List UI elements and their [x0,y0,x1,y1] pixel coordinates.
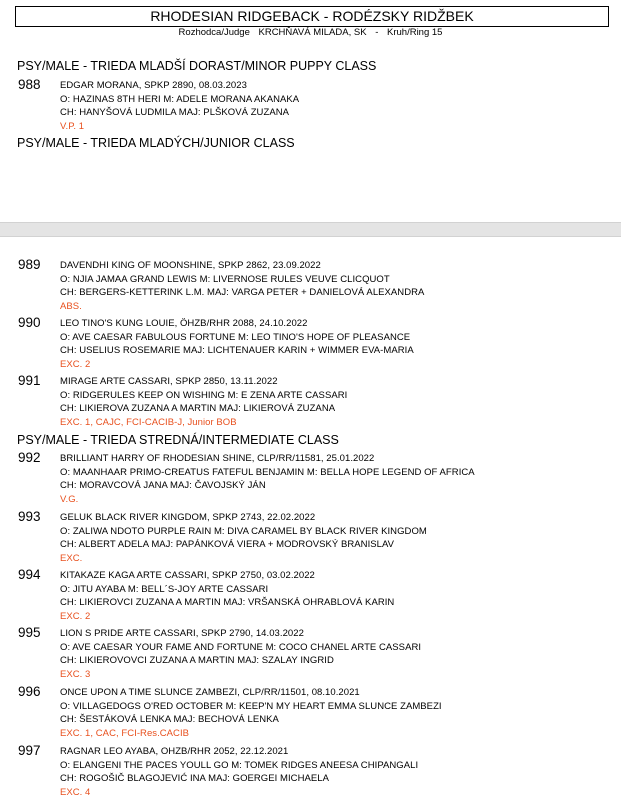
page-break [0,222,621,237]
dog-parents: O: HAZINAS 8TH HERI M: ADELE MORANA AKANAKA [60,93,300,105]
entry-number: 997 [18,743,41,758]
dog-result: V.G. [60,493,79,505]
entry-number: 990 [18,315,41,330]
separator: - [375,27,379,38]
dog-parents: O: RIDGERULES KEEP ON WISHING M: E ZENA ARTE CASSARI [60,389,348,401]
dog-result: EXC. [60,552,83,564]
entry-number: 996 [18,684,41,699]
dog-owners: CH: ALBERT ADELA MAJ: PAPÁNKOVÁ VIERA + MODROVSKÝ BRANISLAV [60,539,395,551]
dog-name: BRILLIANT HARRY OF RHODESIAN SHINE, CLP/RR/11581, 25.01.2022 [60,453,375,464]
dog-result: EXC. 1, CAJC, FCI-CACIB-J, Junior BOB [60,416,237,428]
dog-result: V.P. 1 [60,120,85,132]
dog-result: EXC. 2 [60,358,91,370]
judge-label: Rozhodca/Judge [178,27,250,38]
dog-parents: O: AVE CAESAR FABULOUS FORTUNE M: LEO TINO'S HOPE OF PLEASANCE [60,331,411,343]
judge-ring-line [0,27,621,39]
dog-owners: CH: USELIUS ROSEMARIE MAJ: LICHTENAUER KARIN + WIMMER EVA-MARIA [60,345,414,357]
entry-number: 992 [18,450,41,465]
class-heading-intermediate: PSY/MALE - TRIEDA STREDNÁ/INTERMEDIATE CLASS [17,433,339,447]
entry-number: 994 [18,567,41,582]
dog-owners: CH: HANYŠOVÁ LUDMILA MAJ: PLŠKOVÁ ZUZANA [60,107,289,119]
dog-name: ONCE UPON A TIME SLUNCE ZAMBEZI, CLP/RR/11501, 08.10.2021 [60,687,360,698]
dog-parents: O: AVE CAESAR YOUR FAME AND FORTUNE M: COCO CHANEL ARTE CASSARI [60,641,422,653]
dog-name: DAVENDHI KING OF MOONSHINE, SPKP 2862, 23.09.2022 [60,260,321,271]
breed-title: RHODESIAN RIDGEBACK - RODÉZSKY RIDŽBEK [15,6,609,27]
dog-name: RAGNAR LEO AYABA, OHZB/RHR 2052, 22.12.2021 [60,746,289,757]
entry-number: 989 [18,257,41,272]
dog-name: GELUK BLACK RIVER KINGDOM, SPKP 2743, 22.02.2022 [60,512,316,523]
dog-result: EXC. 1, CAC, FCI-Res.CACIB [60,727,190,739]
entry-number: 991 [18,373,41,388]
dog-owners: CH: BERGERS-KETTERINK L.M. MAJ: VARGA PETER + DANIELOVÁ ALEXANDRA [60,287,425,299]
dog-name: EDGAR MORANA, SPKP 2890, 08.03.2023 [60,80,247,91]
dog-owners: CH: LIKIEROVA ZUZANA A MARTIN MAJ: LIKIEROVÁ ZUZANA [60,403,336,415]
dog-name: KITAKAZE KAGA ARTE CASSARI, SPKP 2750, 03.02.2022 [60,570,315,581]
class-heading-minor-puppy: PSY/MALE - TRIEDA MLADŠÍ DORAST/MINOR PUPPY CLASS [17,59,377,73]
dog-parents: O: VILLAGEDOGS O'RED OCTOBER M: KEEP'N MY HEART EMMA SLUNCE ZAMBEZI [60,700,442,712]
class-heading-junior: PSY/MALE - TRIEDA MLADÝCH/JUNIOR CLASS [17,136,295,150]
entry-number: 993 [18,509,41,524]
dog-result: EXC. 3 [60,668,91,680]
dog-parents: O: ELANGENI THE PACES YOULL GO M: TOMEK RIDGES ANEESA CHIPANGALI [60,759,419,771]
dog-owners: CH: LIKIEROVOVCI ZUZANA A MARTIN MAJ: SZALAY INGRID [60,655,334,667]
dog-result: ABS. [60,300,82,312]
dog-parents: O: MAANHAAR PRIMO-CREATUS FATEFUL BENJAMIN M: BELLA HOPE LEGEND OF AFRICA [60,466,475,478]
dog-parents: O: JITU AYABA M: BELL´S-JOY ARTE CASSARI [60,583,269,595]
judge-name: KRCHŇAVÁ MILADA, SK [258,27,367,38]
dog-name: LION S PRIDE ARTE CASSARI, SPKP 2790, 14.03.2022 [60,628,304,639]
dog-name: LEO TINO'S KUNG LOUIE, ÖHZB/RHR 2088, 24.10.2022 [60,318,308,329]
entry-number: 988 [18,77,41,92]
entry-number: 995 [18,625,41,640]
dog-owners: CH: LIKIEROVCI ZUZANA A MARTIN MAJ: VRŠANSKÁ OHRABLOVÁ KARIN [60,597,395,609]
dog-owners: CH: ŠESTÁKOVÁ LENKA MAJ: BECHOVÁ LENKA [60,714,279,726]
dog-parents: O: ZALIWA NDOTO PURPLE RAIN M: DIVA CARAMEL BY BLACK RIVER KINGDOM [60,525,427,537]
dog-parents: O: NJIA JAMAA GRAND LEWIS M: LIVERNOSE RULES VEUVE CLICQUOT [60,273,390,285]
dog-result: EXC. 2 [60,610,91,622]
dog-result: EXC. 4 [60,786,91,798]
dog-name: MIRAGE ARTE CASSARI, SPKP 2850, 13.11.2022 [60,376,278,387]
dog-owners: CH: ROGOŠIČ BLAGOJEVIĆ INA MAJ: GOERGEI MICHAELA [60,773,329,785]
dog-owners: CH: MORAVCOVÁ JANA MAJ: ČAVOJSKÝ JÁN [60,480,266,492]
ring-label: Kruh/Ring 15 [387,27,443,38]
